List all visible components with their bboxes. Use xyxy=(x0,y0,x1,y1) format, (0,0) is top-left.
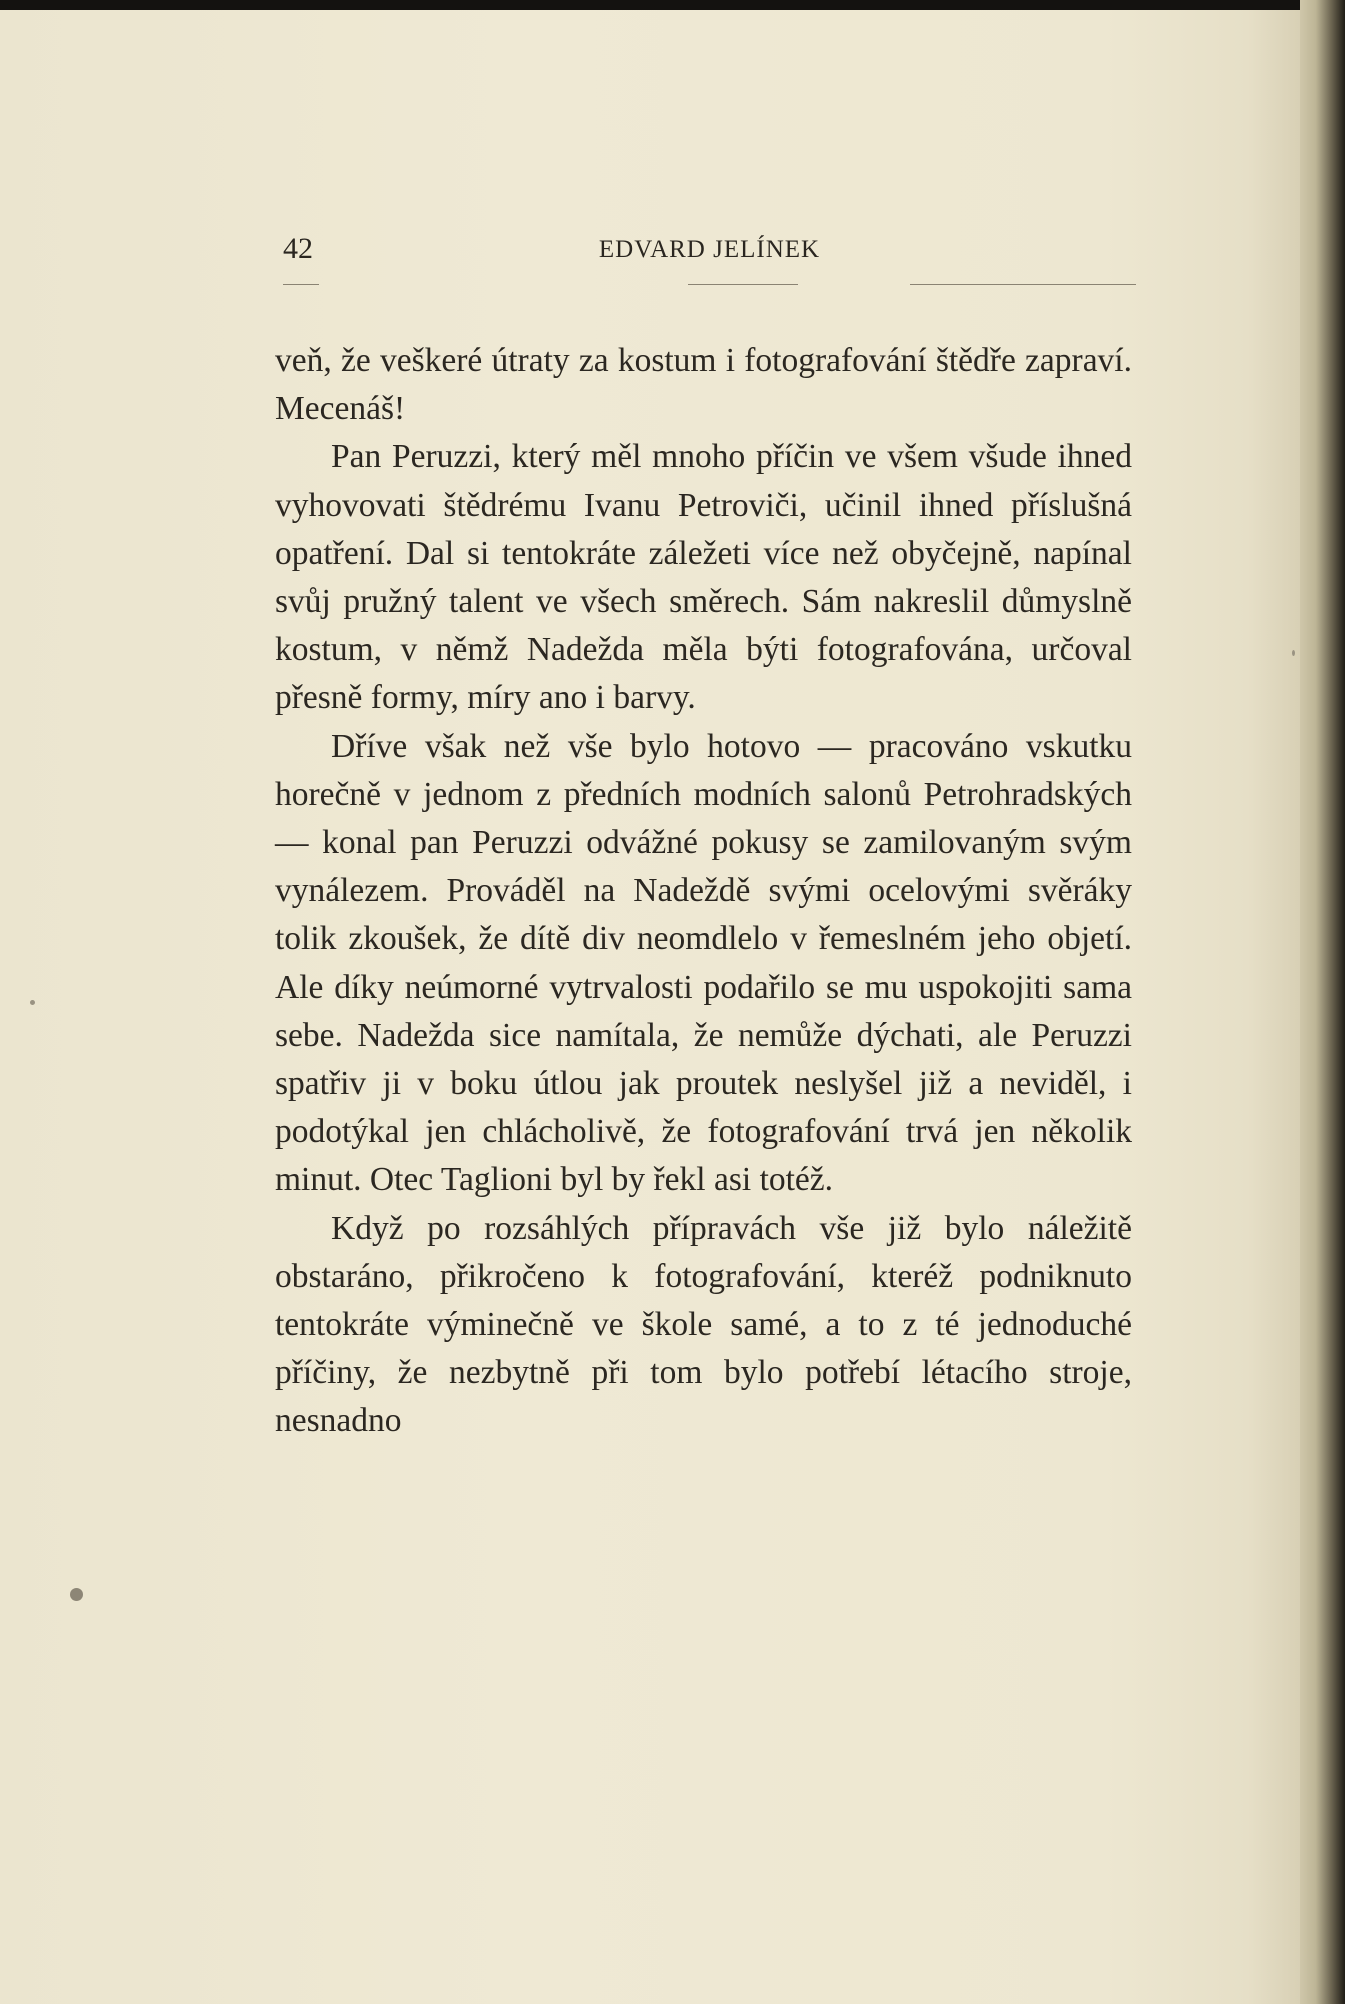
page-edge xyxy=(1300,0,1345,2004)
paragraph: veň, že veškeré útraty za kostum i fotografování štědře zapraví. Mecenáš! xyxy=(275,342,1132,428)
ink-speck xyxy=(70,1588,83,1601)
running-title: EDVARD JELÍNEK xyxy=(598,236,821,263)
header-rule xyxy=(910,284,1136,285)
paragraph: Pan Peruzzi, který měl mnoho příčin ve všem všude ihned vyhovovati štědrému Ivanu Petroviči, učinil ihned příslušná opatření. Dal si tentokráte záležeti více než obyčejně, napínal svůj pružný talent ve všech směrech. Sám nakreslil důmyslně kostum, v němž Nadežda měla býti fotografována, určoval přesně formy, míry ano i barvy. xyxy=(275,438,1132,717)
page-header xyxy=(283,232,1136,276)
paragraph: Když po rozsáhlých přípravách vše již bylo náležitě obstaráno, přikročeno k fotografování, kteréž podniknuto tentokráte výminečně ve škole samé, a to z té jednoduché příčiny, že nezbytně při tom bylo potřebí létacího stroje, nesnadno xyxy=(275,1209,1132,1440)
body-text xyxy=(275,337,1132,1446)
page-number: 42 xyxy=(283,232,313,265)
ink-speck xyxy=(1292,650,1295,656)
header-rule xyxy=(688,284,798,285)
paragraph: Dříve však než vše bylo hotovo — pracováno vskutku horečně v jednom z předních modních salonů Petrohradských — konal pan Peruzzi odvážné pokusy se zamilovaným svým vynálezem. Prováděl na Nadeždě svými ocelovými svěráky tolik zkoušek, že dítě div neomdlelo v řemeslném jeho objetí. Ale díky neúmorné vytrvalosti podařilo se mu uspokojiti sama sebe. Nadežda sice namítala, že nemůže dýchati, ale Peruzzi spatřiv ji v boku útlou jak proutek neslyšel již a neviděl, i podotýkal jen chlácholivě, že fotografování trvá jen několik minut. Otec Taglioni byl by řekl asi totéž. xyxy=(275,727,1132,1199)
ink-speck xyxy=(30,1000,35,1005)
header-rule xyxy=(283,284,319,285)
